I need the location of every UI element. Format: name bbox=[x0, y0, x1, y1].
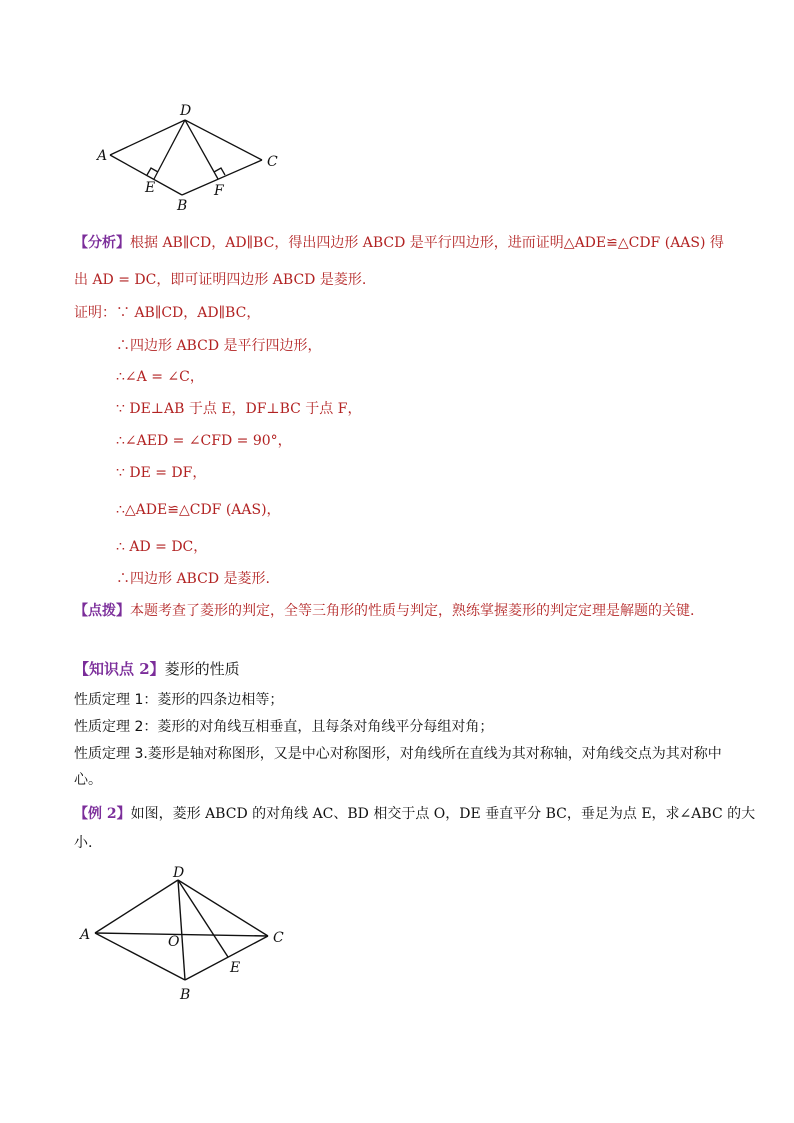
tip-line bbox=[74, 601, 694, 621]
label-D: D bbox=[173, 865, 185, 881]
label-A: A bbox=[80, 927, 91, 943]
example-line-2: 小. bbox=[74, 835, 93, 851]
label-O: O bbox=[168, 934, 180, 950]
knowledge-title: 菱形的性质 bbox=[164, 660, 240, 678]
knowledge-heading bbox=[74, 658, 240, 679]
proof-step: ∵ DE = DF， bbox=[116, 465, 207, 481]
proof-step: ∴四边形 ABCD 是平行四边形， bbox=[116, 338, 322, 354]
example-tag: 【例 2】 bbox=[74, 806, 131, 822]
label-C: C bbox=[273, 930, 284, 946]
knowledge-item: 性质定理 3.菱形是轴对称图形，又是中心对称图形，对角线所在直线为其对称轴，对角线交点为其对称中 bbox=[74, 746, 722, 762]
edge-DC bbox=[178, 880, 268, 936]
label-A: A bbox=[97, 148, 108, 164]
segment-DE bbox=[154, 120, 185, 179]
edge-AD bbox=[110, 120, 185, 155]
analysis-text-1: 根据 AB∥CD，AD∥BC，得出四边形 ABCD 是平行四边形，进而证明△ADE≌△CDF (AAS) 得 bbox=[130, 235, 724, 251]
tip-text: 本题考查了菱形的判定，全等三角形的性质与判定，熟练掌握菱形的判定定理是解题的关键. bbox=[130, 603, 695, 619]
proof-step: ∴∠AED = ∠CFD = 90°， bbox=[116, 433, 292, 449]
label-D: D bbox=[180, 103, 192, 119]
segment-DE bbox=[178, 880, 228, 957]
proof-title: 证明：∵ AB∥CD，AD∥BC， bbox=[74, 305, 261, 321]
proof-step: ∴ AD = DC， bbox=[116, 539, 208, 555]
example-line-1 bbox=[74, 804, 755, 824]
proof-step: ∴△ADE≌△CDF (AAS)， bbox=[116, 502, 281, 518]
label-E: E bbox=[145, 180, 156, 196]
analysis-line-1 bbox=[74, 233, 724, 253]
analysis-tag: 【分析】 bbox=[74, 235, 130, 251]
edge-AD bbox=[95, 880, 178, 933]
label-E: E bbox=[230, 960, 241, 976]
knowledge-item: 心。 bbox=[74, 772, 102, 788]
knowledge-tag: 【知识点 2】 bbox=[74, 660, 165, 678]
knowledge-item: 性质定理 1：菱形的四条边相等； bbox=[74, 692, 284, 708]
diagonal-BD bbox=[178, 880, 185, 980]
label-B: B bbox=[177, 198, 188, 214]
proof-step: ∴∠A = ∠C， bbox=[116, 369, 204, 385]
example-text-1: 如图，菱形 ABCD 的对角线 AC、BD 相交于点 O，DE 垂直平分 BC，垂足为点 E，求∠ABC 的大 bbox=[130, 806, 756, 822]
proof-step: ∴四边形 ABCD 是菱形. bbox=[116, 571, 270, 587]
tip-tag: 【点拨】 bbox=[74, 603, 130, 619]
label-B: B bbox=[180, 987, 191, 1003]
knowledge-item: 性质定理 2：菱形的对角线互相垂直，且每条对角线平分每组对角； bbox=[74, 719, 494, 735]
proof-step: ∵ DE⊥AB 于点 E，DF⊥BC 于点 F， bbox=[116, 401, 362, 417]
label-C: C bbox=[267, 154, 278, 170]
figure-rhombus-2 bbox=[70, 860, 300, 1010]
edge-CB bbox=[185, 936, 268, 980]
label-F: F bbox=[214, 183, 224, 199]
figure-rhombus-1 bbox=[90, 100, 290, 215]
analysis-line-2: 出 AD = DC，即可证明四边形 ABCD 是菱形. bbox=[74, 272, 367, 288]
